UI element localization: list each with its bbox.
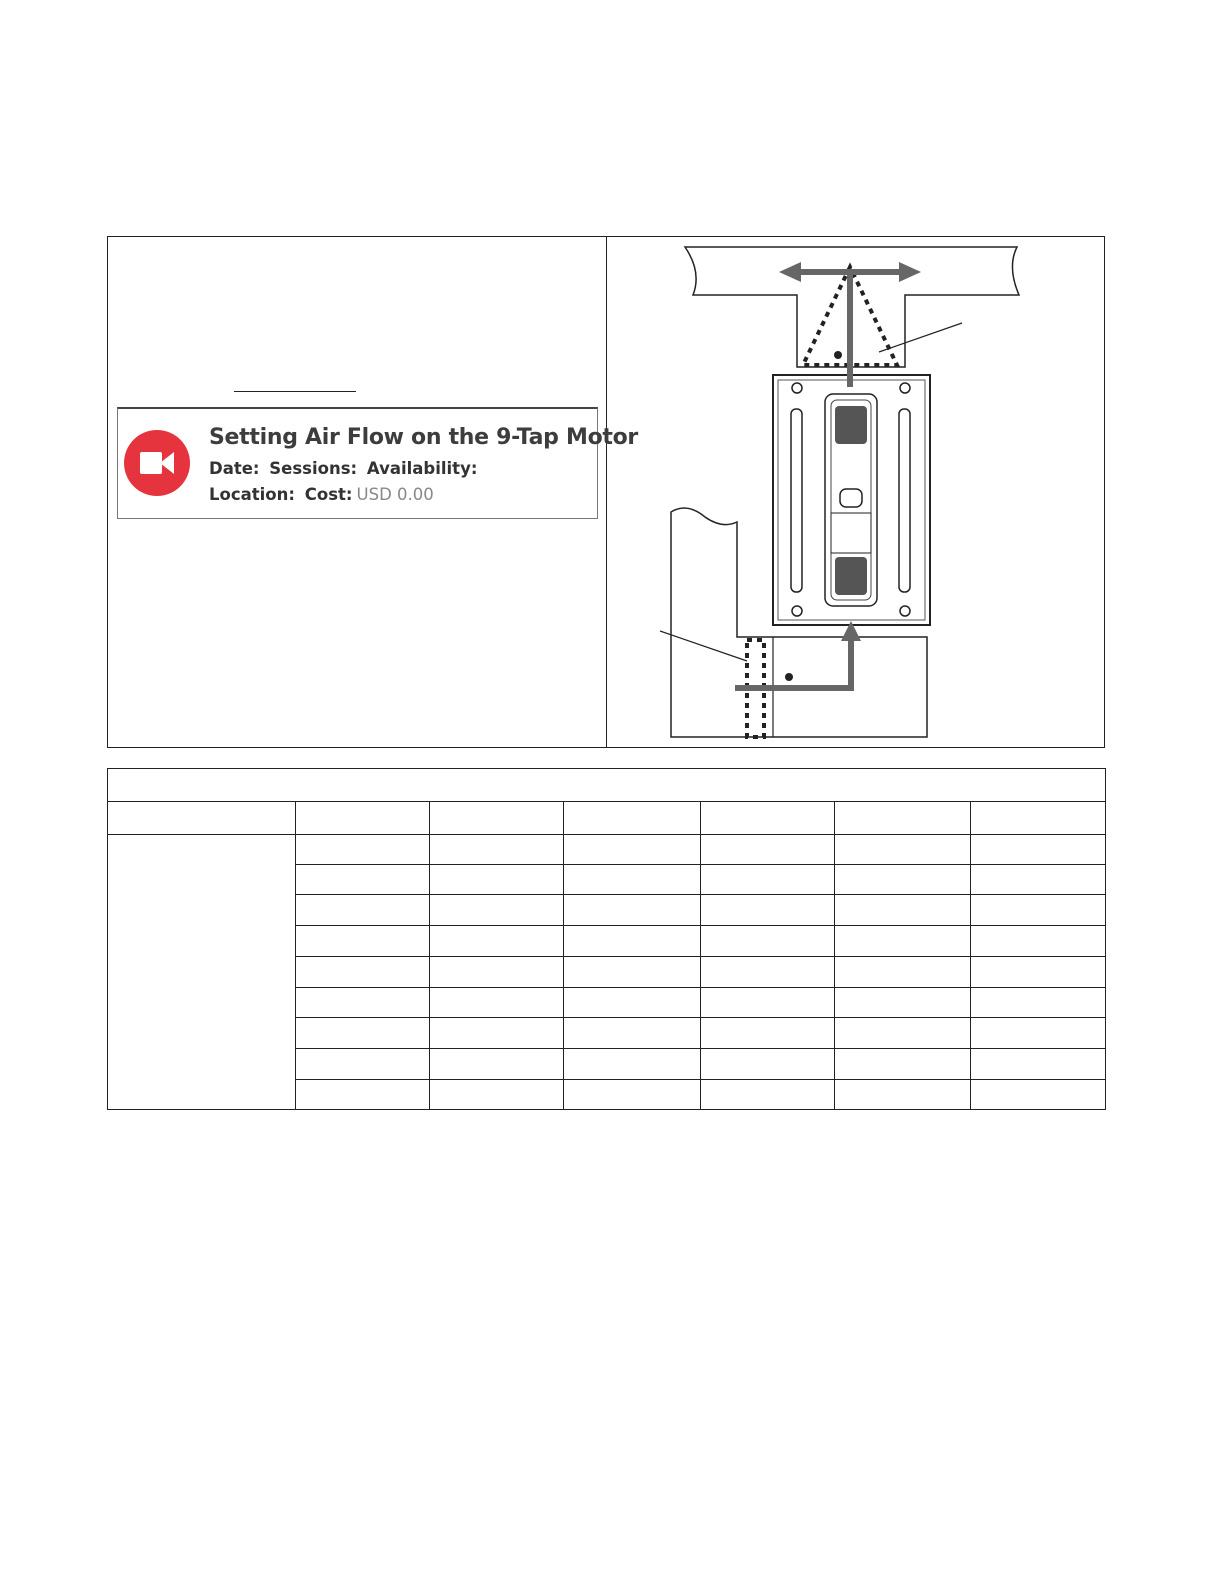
table-cell — [971, 895, 1106, 926]
table-cell — [835, 1080, 971, 1110]
table-cell — [430, 957, 564, 988]
table-cell — [835, 1049, 971, 1080]
table-cell — [835, 957, 971, 988]
leader-line-top — [879, 323, 962, 352]
table-cell — [701, 865, 835, 895]
cost-label: Cost: — [304, 485, 353, 504]
video-camera-icon — [124, 430, 190, 496]
course-title[interactable]: Setting Air Flow on the 9-Tap Motor — [209, 425, 638, 450]
table-cell — [971, 835, 1106, 865]
table-cell — [430, 988, 564, 1018]
table-cell — [296, 1080, 430, 1110]
airflow-diagram — [607, 237, 1105, 747]
sessions-label: Sessions: — [269, 459, 358, 478]
table-row — [108, 802, 1106, 835]
table-row — [108, 769, 1106, 802]
table-cell — [701, 957, 835, 988]
return-airflow-arrow — [735, 637, 851, 688]
location-label: Location: — [209, 485, 295, 504]
table-row — [108, 835, 1106, 865]
table-cell — [701, 988, 835, 1018]
table-cell — [430, 802, 564, 835]
table-cell — [564, 957, 701, 988]
course-meta-row-1 — [209, 459, 481, 478]
table-cell — [430, 926, 564, 957]
table-cell — [564, 1080, 701, 1110]
table-cell — [296, 895, 430, 926]
table-cell — [108, 835, 296, 1110]
table-cell — [701, 835, 835, 865]
table-cell — [835, 1018, 971, 1049]
availability-label: Availability: — [366, 459, 478, 478]
table-cell — [701, 802, 835, 835]
table-cell — [430, 1049, 564, 1080]
marker-dot-bottom — [785, 673, 793, 681]
table-cell — [564, 988, 701, 1018]
filter-grille-bottom — [835, 557, 867, 595]
table-cell — [564, 1049, 701, 1080]
table-cell — [430, 835, 564, 865]
table-cell — [564, 926, 701, 957]
table-cell — [701, 895, 835, 926]
table-cell — [296, 802, 430, 835]
table-cell — [971, 1080, 1106, 1110]
filter-grille-top — [835, 406, 867, 444]
table-cell — [108, 802, 296, 835]
table-cell — [296, 926, 430, 957]
table-cell — [296, 1018, 430, 1049]
leader-line-bottom — [660, 631, 747, 661]
table-cell — [430, 865, 564, 895]
table-cell — [835, 802, 971, 835]
table-cell — [296, 988, 430, 1018]
table-cell — [701, 1049, 835, 1080]
spec-table — [107, 768, 1106, 1110]
table-cell — [296, 835, 430, 865]
table-cell — [564, 802, 701, 835]
cost-value: USD 0.00 — [356, 485, 434, 504]
table-cell — [971, 988, 1106, 1018]
table-cell — [430, 895, 564, 926]
table-cell — [296, 865, 430, 895]
table-cell — [296, 1049, 430, 1080]
table-cell — [971, 865, 1106, 895]
marker-dot-top — [834, 351, 842, 359]
date-label: Date: — [209, 459, 260, 478]
hyperlink-underline[interactable] — [234, 391, 356, 392]
table-cell — [971, 1018, 1106, 1049]
table-cell — [701, 926, 835, 957]
table-cell — [971, 926, 1106, 957]
table-cell — [564, 865, 701, 895]
table-cell — [835, 865, 971, 895]
table-cell — [835, 926, 971, 957]
table-cell — [835, 835, 971, 865]
table-cell — [296, 957, 430, 988]
course-meta-row-2 — [209, 485, 438, 504]
table-cell — [835, 988, 971, 1018]
table-cell — [835, 895, 971, 926]
table-cell — [701, 1018, 835, 1049]
table-cell — [564, 895, 701, 926]
table-cell — [430, 1080, 564, 1110]
course-card[interactable] — [117, 407, 638, 519]
table-cell — [564, 835, 701, 865]
table-cell — [971, 802, 1106, 835]
table-cell — [564, 1018, 701, 1049]
table-cell — [430, 1018, 564, 1049]
table-cell — [971, 957, 1106, 988]
table-cell — [971, 1049, 1106, 1080]
table-cell — [701, 1080, 835, 1110]
table-cell — [108, 769, 1106, 802]
